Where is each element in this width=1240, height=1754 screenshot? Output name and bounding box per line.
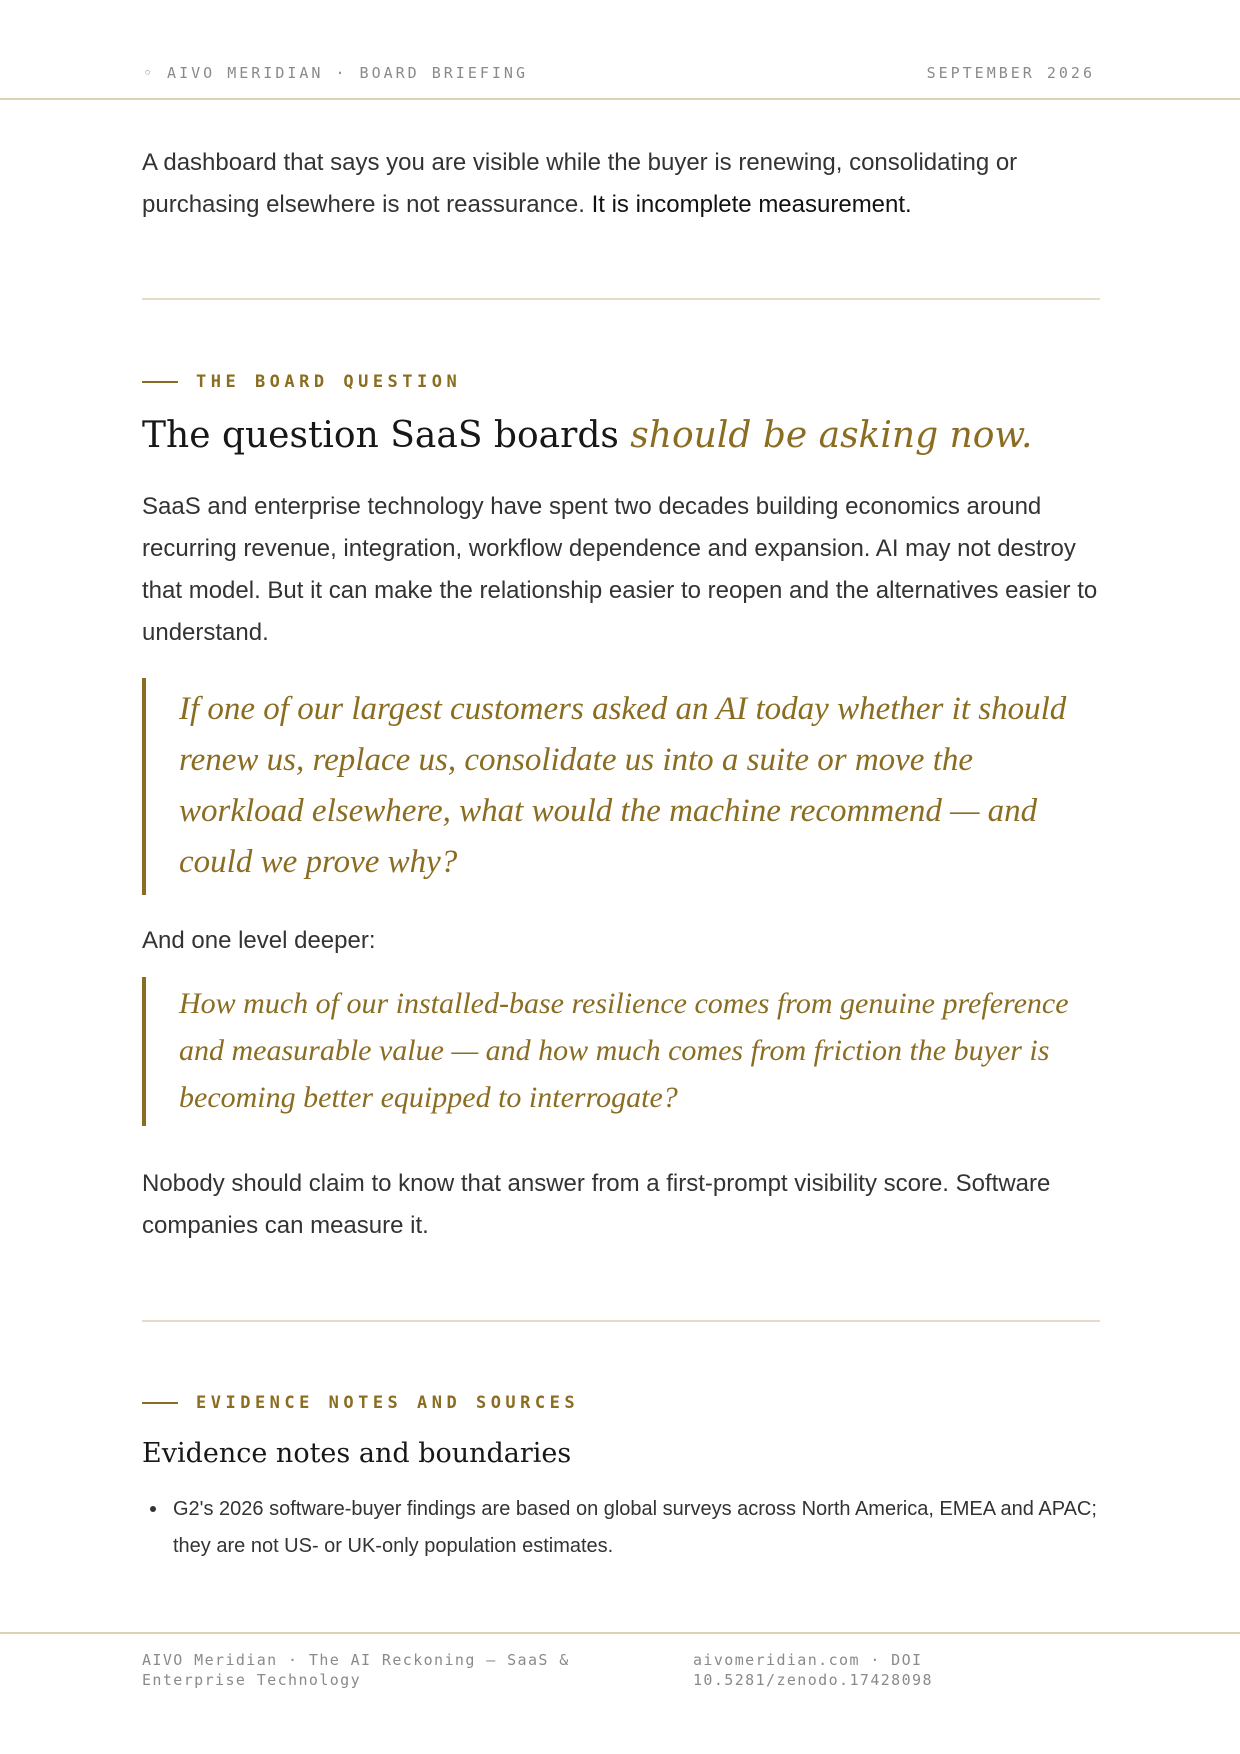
evidence-title: Evidence notes and boundaries bbox=[142, 1438, 572, 1469]
pull-quote-secondary: How much of our installed-base resilience comes from genuine preference and measurable value — and how much comes from friction the buyer is becoming better equipped to interrogate? bbox=[142, 977, 1100, 1126]
section-divider bbox=[142, 298, 1100, 300]
footer-divider bbox=[0, 1632, 1240, 1634]
title-main: The question SaaS boards bbox=[142, 415, 631, 456]
intro-section bbox=[142, 142, 1098, 226]
board-question-paragraph: SaaS and enterprise technology have spent two decades building economics around recurring revenue, integration, workflow dependence and expansion. AI may not destroy that model. But it can make the relationship easier to reopen and the alternatives easier to understand. bbox=[142, 493, 1098, 646]
eyebrow-line bbox=[142, 381, 178, 383]
evidence-list bbox=[142, 1491, 1100, 1565]
intro-text: A dashboard that says you are visible while the buyer is renewing, consolidating or purchasing elsewhere is not reassurance. bbox=[142, 149, 1018, 218]
closing-paragraph: Nobody should claim to know that answer from a first-prompt visibility score. Software companies can measure it. bbox=[142, 1170, 1051, 1239]
bridge-text: And one level deeper: bbox=[142, 927, 376, 954]
intro-emphasis: It is incomplete measurement. bbox=[591, 191, 912, 218]
list-item bbox=[142, 1491, 1100, 1565]
bridge-section bbox=[142, 920, 1098, 962]
title-accent: should be asking now. bbox=[630, 415, 1033, 456]
board-question-eyebrow bbox=[142, 372, 461, 392]
page-header bbox=[0, 0, 1240, 100]
eyebrow-label: EVIDENCE NOTES AND SOURCES bbox=[196, 1393, 580, 1413]
board-question-body bbox=[142, 486, 1098, 654]
header-date: SEPTEMBER 2026 bbox=[926, 64, 1095, 82]
intro-paragraph bbox=[142, 142, 1098, 226]
footer-doi: aivomeridian.com · DOI 10.5281/zenodo.17428098 bbox=[693, 1651, 933, 1689]
eyebrow-label: THE BOARD QUESTION bbox=[196, 372, 462, 392]
section-divider bbox=[142, 1320, 1100, 1322]
list-item-text: G2's 2026 software-buyer findings are based on global surveys across North America, EMEA and APAC; they are not US- or UK-only population estimates. bbox=[173, 1498, 1097, 1557]
eyebrow-line bbox=[142, 1402, 178, 1404]
footer-publication: AIVO Meridian · The AI Reckoning — SaaS & Enterprise Technology bbox=[142, 1651, 570, 1689]
closing-section bbox=[142, 1163, 1098, 1247]
pull-quote-primary: If one of our largest customers asked an AI today whether it should renew us, replace us, consolidate us into a suite or move the workload elsewhere, what would the machine recommend — and could we prove why? bbox=[142, 678, 1100, 895]
bullet-icon bbox=[150, 1506, 156, 1512]
header-brand: ◦ AIVO MERIDIAN · BOARD BRIEFING bbox=[143, 64, 528, 82]
board-question-title bbox=[142, 410, 1032, 462]
evidence-eyebrow bbox=[142, 1393, 579, 1413]
